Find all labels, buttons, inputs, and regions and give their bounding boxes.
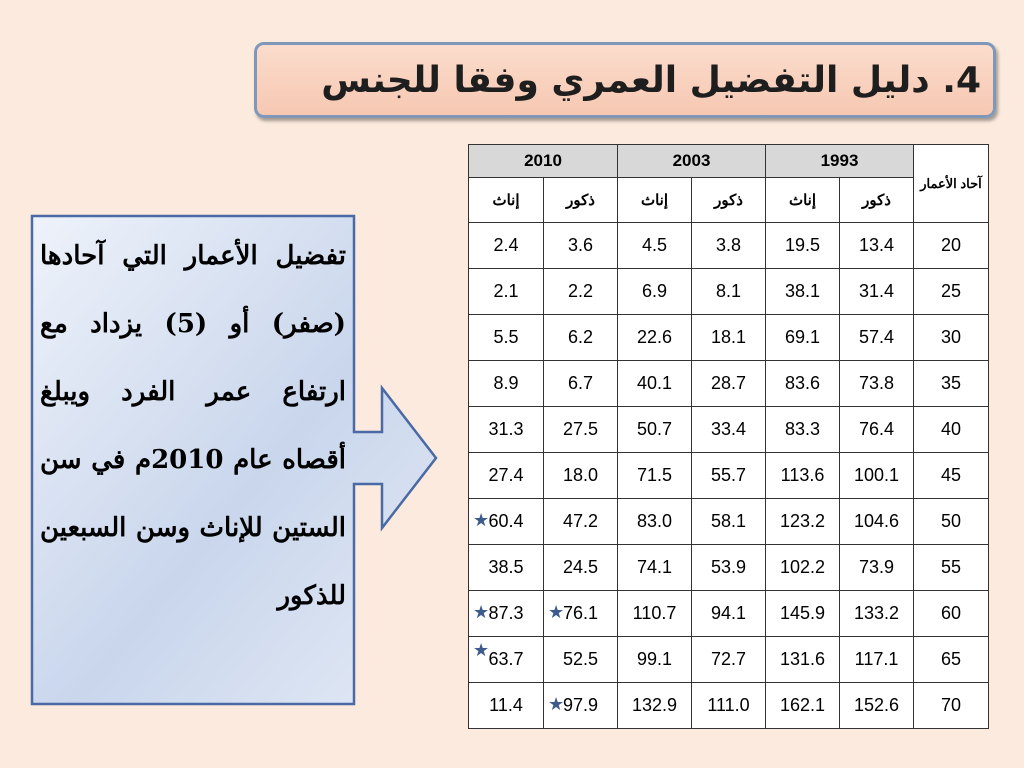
table-cell bbox=[692, 591, 766, 637]
table-cell bbox=[692, 453, 766, 499]
table-cell bbox=[618, 637, 692, 683]
age-cell: 20 bbox=[914, 223, 989, 269]
cell-value: 18.0 bbox=[562, 465, 599, 485]
cell-value: 50.7 bbox=[636, 419, 673, 439]
year-header-1993: 1993 bbox=[766, 145, 914, 178]
highlight-star-icon: ★ bbox=[548, 694, 565, 714]
cell-value: 13.4 bbox=[858, 235, 895, 255]
cell-value: 102.2 bbox=[779, 557, 826, 577]
cell-value: 83.3 bbox=[784, 419, 821, 439]
cell-value: 60.4 bbox=[488, 511, 524, 531]
cell-value: 53.9 bbox=[710, 557, 747, 577]
table-cell bbox=[692, 545, 766, 591]
cell-value: 76.4 bbox=[858, 419, 895, 439]
age-cell: 55 bbox=[914, 545, 989, 591]
age-cell: 65 bbox=[914, 637, 989, 683]
cell-value: 11.4 bbox=[489, 695, 523, 715]
cell-value: 24.5 bbox=[562, 557, 599, 577]
table-cell bbox=[469, 223, 544, 269]
age-cell: 50 bbox=[914, 499, 989, 545]
table-cell bbox=[766, 545, 840, 591]
table-row bbox=[469, 591, 989, 637]
cell-value: 104.6 bbox=[853, 511, 900, 531]
cell-value: 8.9 bbox=[493, 373, 519, 393]
slide-title: 4. دليل التفضيل العمري وفقا للجنس bbox=[321, 59, 981, 101]
table-cell bbox=[544, 499, 618, 545]
age-cell: 25 bbox=[914, 269, 989, 315]
table-row bbox=[469, 545, 989, 591]
year-header-2010: 2010 bbox=[469, 145, 618, 178]
table-cell bbox=[692, 407, 766, 453]
age-cell: 30 bbox=[914, 315, 989, 361]
table-cell bbox=[544, 545, 618, 591]
table-cell bbox=[544, 407, 618, 453]
male-header: ذكور bbox=[692, 178, 766, 223]
year-header-2003: 2003 bbox=[618, 145, 766, 178]
table-row bbox=[469, 315, 989, 361]
cell-value: 71.5 bbox=[636, 465, 673, 485]
table-cell bbox=[766, 637, 840, 683]
table-cell bbox=[544, 591, 618, 637]
cell-value: 94.1 bbox=[710, 603, 747, 623]
table-cell bbox=[618, 407, 692, 453]
cell-value: 87.3 bbox=[488, 603, 524, 623]
cell-value: 69.1 bbox=[784, 327, 821, 347]
age-unit-header: آحاد الأعمار bbox=[914, 145, 989, 223]
table-cell bbox=[840, 591, 914, 637]
cell-value: 72.7 bbox=[710, 649, 747, 669]
highlight-star-icon: ★ bbox=[473, 510, 490, 530]
table-row bbox=[469, 269, 989, 315]
cell-value: 31.3 bbox=[488, 419, 524, 439]
cell-value: 63.7 bbox=[488, 649, 524, 669]
cell-value: 117.1 bbox=[854, 649, 899, 669]
age-cell: 35 bbox=[914, 361, 989, 407]
age-cell: 60 bbox=[914, 591, 989, 637]
table-cell bbox=[692, 499, 766, 545]
cell-value: 3.6 bbox=[567, 235, 594, 255]
cell-value: 110.7 bbox=[632, 603, 677, 623]
table-cell bbox=[469, 453, 544, 499]
table-cell bbox=[618, 499, 692, 545]
cell-value: 131.6 bbox=[779, 649, 826, 669]
female-header: إناث bbox=[618, 178, 692, 223]
table-cell bbox=[544, 637, 618, 683]
table-cell bbox=[618, 591, 692, 637]
table-cell bbox=[618, 453, 692, 499]
age-preference-table bbox=[468, 144, 989, 729]
table-cell bbox=[469, 407, 544, 453]
table-row bbox=[469, 453, 989, 499]
table-cell bbox=[766, 223, 840, 269]
table-cell bbox=[544, 683, 618, 729]
table-body bbox=[469, 223, 989, 729]
table-cell bbox=[618, 223, 692, 269]
male-header: ذكور bbox=[840, 178, 914, 223]
cell-value: 33.4 bbox=[710, 419, 747, 439]
table-cell bbox=[840, 683, 914, 729]
table-cell bbox=[766, 315, 840, 361]
cell-value: 111.0 bbox=[707, 695, 750, 715]
cell-value: 57.4 bbox=[858, 327, 895, 347]
cell-value: 27.4 bbox=[488, 465, 524, 485]
age-cell: 40 bbox=[914, 407, 989, 453]
cell-value: 28.7 bbox=[710, 373, 747, 393]
table-cell bbox=[840, 453, 914, 499]
table-cell bbox=[766, 361, 840, 407]
female-header: إناث bbox=[469, 178, 544, 223]
cell-value: 145.9 bbox=[779, 603, 826, 623]
cell-value: 55.7 bbox=[710, 465, 747, 485]
cell-value: 100.1 bbox=[853, 465, 900, 485]
table-cell bbox=[766, 499, 840, 545]
table-cell bbox=[840, 315, 914, 361]
cell-value: 6.7 bbox=[567, 373, 594, 393]
table-cell bbox=[840, 223, 914, 269]
table-cell bbox=[469, 545, 544, 591]
table-cell bbox=[766, 453, 840, 499]
table-cell bbox=[469, 315, 544, 361]
cell-value: 132.9 bbox=[631, 695, 678, 715]
table-row bbox=[469, 407, 989, 453]
highlight-star-icon: ★ bbox=[548, 602, 565, 622]
table-row bbox=[469, 223, 989, 269]
cell-value: 2.1 bbox=[493, 281, 519, 301]
table-row bbox=[469, 683, 989, 729]
cell-value: 8.1 bbox=[715, 281, 742, 301]
highlight-star-icon: ★ bbox=[473, 640, 490, 660]
table-cell bbox=[618, 269, 692, 315]
table-cell bbox=[618, 315, 692, 361]
male-header: ذكور bbox=[544, 178, 618, 223]
table-cell bbox=[618, 683, 692, 729]
table-cell bbox=[840, 361, 914, 407]
cell-value: 152.6 bbox=[853, 695, 900, 715]
cell-value: 5.5 bbox=[493, 327, 519, 347]
cell-value: 38.5 bbox=[488, 557, 524, 577]
age-cell: 45 bbox=[914, 453, 989, 499]
table-cell bbox=[840, 269, 914, 315]
cell-value: 22.6 bbox=[636, 327, 673, 347]
table-cell bbox=[469, 269, 544, 315]
table-cell bbox=[544, 223, 618, 269]
cell-value: 76.1 bbox=[562, 603, 599, 623]
cell-value: 4.5 bbox=[641, 235, 668, 255]
table-cell bbox=[692, 683, 766, 729]
table-row bbox=[469, 637, 989, 683]
cell-value: 27.5 bbox=[562, 419, 599, 439]
callout-text: تفضيل الأعمار التي آحادها (صفر) أو (5) يزداد مع ارتفاع عمر الفرد ويبلغ أقصاه عام 2010م في سن الستين للإناث وسن السبعين للذكور bbox=[40, 241, 346, 611]
cell-value: 18.1 bbox=[710, 327, 747, 347]
table-row bbox=[469, 361, 989, 407]
cell-value: 97.9 bbox=[562, 695, 599, 715]
cell-value: 123.2 bbox=[779, 511, 826, 531]
cell-value: 83.6 bbox=[784, 373, 821, 393]
cell-value: 6.2 bbox=[567, 327, 594, 347]
table-cell bbox=[544, 361, 618, 407]
table-cell bbox=[692, 637, 766, 683]
female-header: إناث bbox=[766, 178, 840, 223]
table-cell bbox=[469, 361, 544, 407]
cell-value: 162.1 bbox=[779, 695, 826, 715]
cell-value: 3.8 bbox=[715, 235, 742, 255]
table-cell bbox=[840, 637, 914, 683]
cell-value: 73.9 bbox=[858, 557, 895, 577]
table-cell bbox=[692, 361, 766, 407]
cell-value: 73.8 bbox=[858, 373, 895, 393]
table-cell bbox=[766, 591, 840, 637]
table-cell bbox=[469, 683, 544, 729]
table-cell bbox=[766, 407, 840, 453]
cell-value: 99.1 bbox=[636, 649, 673, 669]
cell-value: 47.2 bbox=[562, 511, 599, 531]
table-cell bbox=[766, 269, 840, 315]
cell-value: 74.1 bbox=[636, 557, 673, 577]
cell-value: 133.2 bbox=[853, 603, 900, 623]
table-cell bbox=[469, 499, 544, 545]
table-cell bbox=[692, 223, 766, 269]
table-cell bbox=[840, 545, 914, 591]
table-cell bbox=[618, 545, 692, 591]
age-cell: 70 bbox=[914, 683, 989, 729]
table-cell bbox=[544, 315, 618, 361]
cell-value: 113.6 bbox=[780, 465, 825, 485]
cell-value: 31.4 bbox=[858, 281, 895, 301]
table-cell bbox=[618, 361, 692, 407]
cell-value: 19.5 bbox=[784, 235, 821, 255]
table-cell bbox=[692, 269, 766, 315]
cell-value: 83.0 bbox=[636, 511, 673, 531]
cell-value: 6.9 bbox=[641, 281, 668, 301]
cell-value: 40.1 bbox=[636, 373, 673, 393]
table-cell bbox=[544, 453, 618, 499]
table-cell bbox=[840, 499, 914, 545]
highlight-star-icon: ★ bbox=[473, 602, 490, 622]
table-cell bbox=[544, 269, 618, 315]
table-cell bbox=[469, 591, 544, 637]
table-cell bbox=[840, 407, 914, 453]
table-cell bbox=[692, 315, 766, 361]
cell-value: 58.1 bbox=[710, 511, 747, 531]
table-cell bbox=[469, 637, 544, 683]
table-row bbox=[469, 499, 989, 545]
cell-value: 52.5 bbox=[562, 649, 599, 669]
cell-value: 38.1 bbox=[784, 281, 821, 301]
cell-value: 2.4 bbox=[493, 235, 519, 255]
cell-value: 2.2 bbox=[567, 281, 594, 301]
table-cell bbox=[766, 683, 840, 729]
